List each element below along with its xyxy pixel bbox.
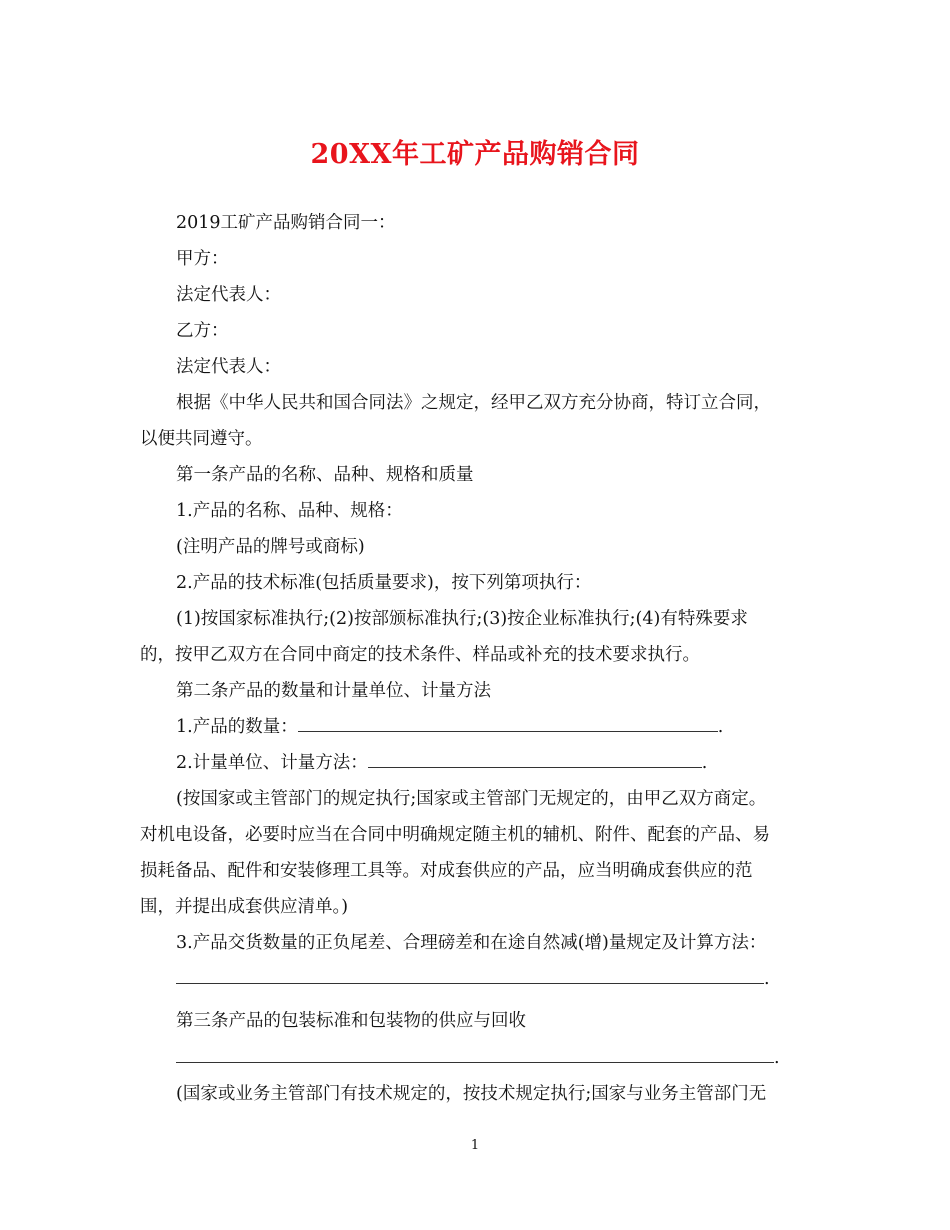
- article-2-para-line-1: (按国家或主管部门的规定执行;国家或主管部门无规定的，由甲乙双方商定。: [176, 789, 767, 809]
- document-title: 20XX年工矿产品购销合同: [310, 139, 640, 170]
- measurement-blank: [368, 753, 702, 768]
- article-2-para-line-4: 围，并提出成套供应清单。): [140, 897, 349, 917]
- period: .: [717, 717, 724, 737]
- article-2-item-2-label: 2.计量单位、计量方法：: [176, 753, 368, 773]
- period: .: [764, 969, 770, 989]
- article-1-standards-line-1: (1)按国家标准执行;(2)按部颁标准执行;(3)按企业标准执行;(4)有特殊要求: [176, 609, 748, 629]
- article-3-para-line-1: (国家或业务主管部门有技术规定的，按技术规定执行;国家与业务主管部门无: [176, 1084, 767, 1104]
- article-2-item-2: [176, 751, 707, 775]
- article-2-item-3: 3.产品交货数量的正负尾差、合理磅差和在途自然减(增)量规定及计算方法：: [176, 933, 767, 953]
- party-a-label: 甲方：: [176, 249, 229, 269]
- article-2-para-line-3: 损耗备品、配件和安装修理工具等。对成套供应的产品，应当明确成套供应的范: [140, 861, 753, 881]
- page-number: 1: [470, 1138, 480, 1153]
- period: .: [701, 753, 708, 773]
- period: .: [774, 1048, 780, 1068]
- article-3-title: 第三条产品的包装标准和包装物的供应与回收: [176, 1011, 526, 1031]
- packaging-blank: [176, 1048, 774, 1063]
- article-2-title: 第二条产品的数量和计量单位、计量方法: [176, 681, 491, 701]
- article-2-item-1: [176, 715, 723, 739]
- intro-line-1: 根据《中华人民共和国合同法》之规定，经甲乙双方充分协商，特订立合同，: [176, 393, 771, 413]
- article-1-item-2: 2.产品的技术标准(包括质量要求)，按下列第项执行：: [176, 573, 592, 593]
- quantity-blank: [298, 717, 718, 732]
- article-1-standards-line-2: 的，按甲乙双方在合同中商定的技术条件、样品或补充的技术要求执行。: [140, 645, 700, 665]
- tolerance-blank: [176, 969, 764, 984]
- article-2-para-line-2: 对机电设备，必要时应当在合同中明确规定随主机的辅机、附件、配套的产品、易: [140, 825, 770, 845]
- article-1-title: 第一条产品的名称、品种、规格和质量: [176, 465, 474, 485]
- legal-rep-a-label: 法定代表人：: [176, 285, 281, 305]
- article-3-blank-line: [176, 1046, 780, 1070]
- intro-line-2: 以便共同遵守。: [140, 429, 263, 449]
- article-2-item-3-blank-line: [176, 967, 770, 991]
- article-2-item-1-label: 1.产品的数量：: [176, 717, 298, 737]
- party-b-label: 乙方：: [176, 321, 229, 341]
- contract-subtitle: 2019工矿产品购销合同一：: [176, 213, 396, 233]
- article-1-note: (注明产品的牌号或商标): [176, 537, 365, 557]
- article-1-item-1: 1.产品的名称、品种、规格：: [176, 501, 403, 521]
- legal-rep-b-label: 法定代表人：: [176, 357, 281, 377]
